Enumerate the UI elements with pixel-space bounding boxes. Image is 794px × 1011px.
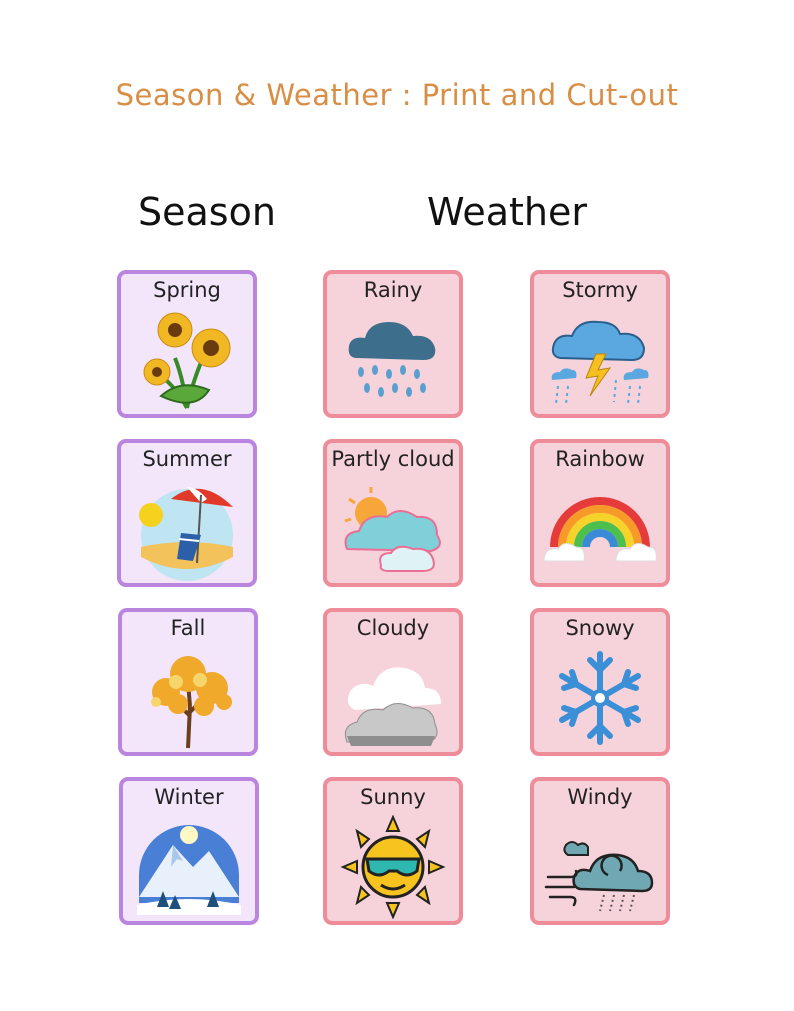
- card-stormy: [530, 270, 670, 418]
- card-windy: [530, 777, 670, 925]
- card-sunny: [323, 777, 463, 925]
- card-snowy: [530, 608, 670, 756]
- card-summer: [117, 439, 257, 587]
- snowflake-icon: [544, 646, 656, 750]
- card-winter: [119, 777, 259, 925]
- wind-cloud-icon: [544, 815, 656, 919]
- cloud-icon: [337, 646, 449, 750]
- beach-umbrella-icon: [131, 477, 243, 581]
- card-label: Rainbow: [555, 447, 645, 471]
- card-rainy: [323, 270, 463, 418]
- card-partly-cloud: [323, 439, 463, 587]
- card-label: Spring: [153, 278, 221, 302]
- card-fall: [118, 608, 258, 756]
- card-label: Rainy: [363, 278, 423, 302]
- card-label: Cloudy: [356, 616, 430, 640]
- autumn-tree-icon: [132, 646, 244, 750]
- card-cloudy: [323, 608, 463, 756]
- card-spring: [117, 270, 257, 418]
- card-label: Winter: [154, 785, 224, 809]
- snowy-mountain-icon: [133, 815, 245, 919]
- season-heading: Season: [138, 190, 276, 234]
- page-title: Season & Weather : Print and Cut-out: [115, 78, 679, 112]
- sunflower-icon: [131, 308, 243, 412]
- card-label: Snowy: [565, 616, 635, 640]
- rain-cloud-icon: [337, 308, 449, 412]
- card-label: Windy: [567, 785, 633, 809]
- card-label: Partly cloud: [331, 447, 455, 471]
- rainbow-icon: [544, 477, 656, 581]
- sun-sunglasses-icon: [337, 815, 449, 919]
- card-label: Summer: [142, 447, 232, 471]
- card-rainbow: [530, 439, 670, 587]
- card-label: Fall: [170, 616, 206, 640]
- card-label: Stormy: [562, 278, 638, 302]
- storm-cloud-icon: [544, 308, 656, 412]
- weather-heading: Weather: [427, 190, 587, 234]
- partly-cloudy-icon: [337, 477, 449, 581]
- card-label: Sunny: [360, 785, 426, 809]
